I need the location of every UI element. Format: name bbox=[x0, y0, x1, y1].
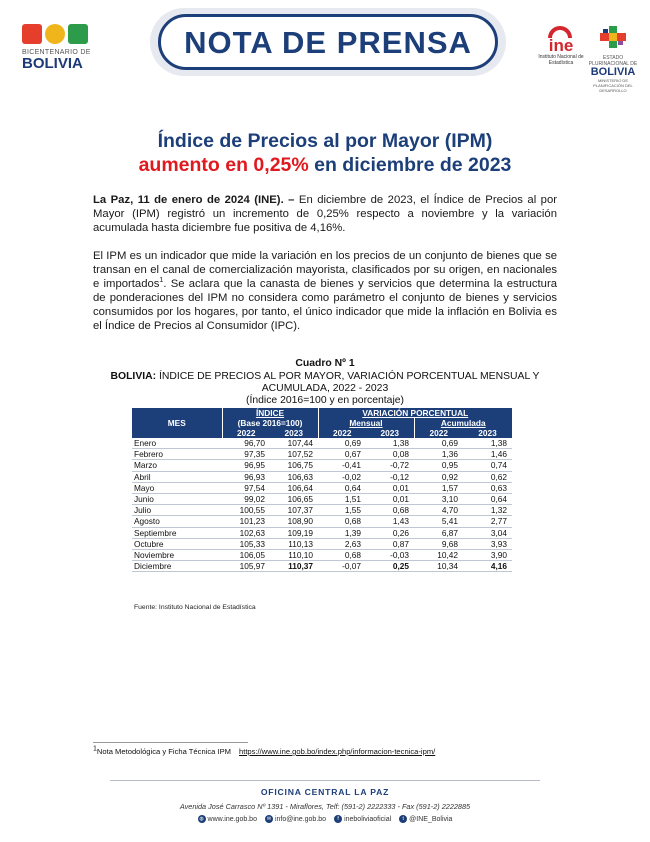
month-cell: Agosto bbox=[132, 516, 222, 527]
value-cell: 0,67 bbox=[318, 449, 366, 460]
header-indice: ÍNDICE bbox=[222, 408, 318, 418]
twitter-icon: t bbox=[399, 815, 407, 823]
table-row bbox=[132, 482, 512, 493]
value-cell: 97,35 bbox=[222, 449, 270, 460]
value-cell: 97,54 bbox=[222, 482, 270, 493]
value-cell: 110,13 bbox=[270, 538, 318, 549]
month-cell: Abril bbox=[132, 471, 222, 482]
social-item[interactable] bbox=[334, 816, 391, 823]
month-cell: Enero bbox=[132, 438, 222, 449]
value-cell: 102,63 bbox=[222, 527, 270, 538]
month-cell: Octubre bbox=[132, 538, 222, 549]
header-mensual: Mensual bbox=[318, 418, 414, 428]
value-cell: 0,74 bbox=[463, 460, 512, 471]
value-cell: 106,65 bbox=[270, 493, 318, 504]
value-cell: 0,95 bbox=[414, 460, 463, 471]
table-row bbox=[132, 561, 512, 572]
footnote-divider bbox=[93, 742, 248, 743]
value-cell: 106,75 bbox=[270, 460, 318, 471]
table-title bbox=[90, 371, 560, 395]
value-cell: 107,37 bbox=[270, 505, 318, 516]
value-cell: 96,70 bbox=[222, 438, 270, 449]
value-cell: 105,97 bbox=[222, 561, 270, 572]
value-cell: 3,10 bbox=[414, 493, 463, 504]
value-cell: 2,63 bbox=[318, 538, 366, 549]
table-row bbox=[132, 505, 512, 516]
header-year: 2022 bbox=[222, 428, 270, 438]
banner-title: NOTA DE PRENSA bbox=[184, 25, 472, 60]
value-cell: 0,01 bbox=[366, 493, 414, 504]
value-cell: 0,01 bbox=[366, 482, 414, 493]
bic-circle-yellow bbox=[45, 24, 65, 44]
value-cell: 0,92 bbox=[414, 471, 463, 482]
paragraph-2-text-b: . Se aclara que la canasta de bienes y servicios que determina la estructura de ponderaciones del IPM no considera como parámetro el conjunto de bienes y servicios consumidos por los hogares, por tanto, el único indicador que mide la inflación en Bolivia es el Índice de Precios al Consumidor (IPC). bbox=[93, 278, 557, 332]
social-item[interactable] bbox=[399, 816, 452, 823]
value-cell: 1,55 bbox=[318, 505, 366, 516]
header-acumulada: Acumulada bbox=[414, 418, 512, 428]
table-row bbox=[132, 493, 512, 504]
header-year: 2022 bbox=[414, 428, 463, 438]
table-row bbox=[132, 471, 512, 482]
value-cell: 107,44 bbox=[270, 438, 318, 449]
month-cell: Julio bbox=[132, 505, 222, 516]
value-cell: 108,90 bbox=[270, 516, 318, 527]
bicentenario-name: BOLIVIA bbox=[22, 55, 83, 72]
social-text: www.ine.gob.bo bbox=[207, 815, 257, 823]
value-cell: 107,52 bbox=[270, 449, 318, 460]
value-cell: 96,95 bbox=[222, 460, 270, 471]
value-cell: 99,02 bbox=[222, 493, 270, 504]
estado-ministry: MINISTERIO DE PLANIFICACIÓN DEL DESARROLLO bbox=[593, 78, 633, 93]
table-row bbox=[132, 516, 512, 527]
month-cell: Mayo bbox=[132, 482, 222, 493]
estado-subtitle: ESTADO PLURINACIONAL DE bbox=[588, 55, 638, 67]
table-number: Cuadro Nº 1 bbox=[295, 358, 355, 369]
value-cell: 110,37 bbox=[270, 561, 318, 572]
value-cell: 0,68 bbox=[318, 516, 366, 527]
bicentenario-logo bbox=[22, 24, 114, 78]
headline-rest: en diciembre de 2023 bbox=[308, 154, 512, 176]
ipm-table bbox=[132, 408, 512, 572]
value-cell: 2,77 bbox=[463, 516, 512, 527]
footer-social bbox=[0, 815, 650, 823]
value-cell: 1,32 bbox=[463, 505, 512, 516]
value-cell: 0,64 bbox=[318, 482, 366, 493]
header-year: 2023 bbox=[366, 428, 414, 438]
headline-line1: Índice de Precios al por Mayor (IPM) bbox=[157, 130, 493, 152]
month-cell: Noviembre bbox=[132, 549, 222, 560]
paragraph-2-text-a: El IPM es un indicador que mide la variación en los precios de un conjunto de bienes que se transan en el canal de comercialización mayorista, clasificados por su origen, en nacionales e importados bbox=[93, 250, 557, 290]
table-title-text: ÍNDICE DE PRECIOS AL POR MAYOR, VARIACIÓN PORCENTUAL MENSUAL Y ACUMULADA, 2022 - 2023 bbox=[156, 371, 540, 394]
social-item[interactable] bbox=[265, 816, 326, 823]
value-cell: 6,87 bbox=[414, 527, 463, 538]
value-cell: 5,41 bbox=[414, 516, 463, 527]
value-cell: 0,26 bbox=[366, 527, 414, 538]
value-cell: 9,68 bbox=[414, 538, 463, 549]
table-row bbox=[132, 527, 512, 538]
footer-office: OFICINA CENTRAL LA PAZ bbox=[260, 787, 390, 797]
bic-square-red bbox=[22, 24, 42, 44]
value-cell: 1,51 bbox=[318, 493, 366, 504]
bicentenario-icons bbox=[22, 24, 114, 44]
table-row bbox=[132, 449, 512, 460]
value-cell: 1,36 bbox=[414, 449, 463, 460]
footnote-text: Nota Metodológica y Ficha Técnica IPM bbox=[96, 747, 231, 756]
value-cell: 0,63 bbox=[463, 482, 512, 493]
header-variacion: VARIACIÓN PORCENTUAL bbox=[318, 408, 512, 418]
value-cell: 3,93 bbox=[463, 538, 512, 549]
table-body bbox=[132, 438, 512, 572]
month-cell: Marzo bbox=[132, 460, 222, 471]
value-cell: 1,57 bbox=[414, 482, 463, 493]
value-cell: 0,87 bbox=[366, 538, 414, 549]
value-cell: 1,46 bbox=[463, 449, 512, 460]
paragraph-1 bbox=[93, 193, 557, 235]
value-cell: -0,07 bbox=[318, 561, 366, 572]
paragraph-1-text: En diciembre de 2023, el Índice de Precios al por Mayor (IPM) registró un incremento de 0,25% respecto a noviembre y la variación acumulada hasta diciembre fue positiva de 4,16%. bbox=[93, 194, 557, 234]
table-row bbox=[132, 438, 512, 449]
value-cell: -0,41 bbox=[318, 460, 366, 471]
value-cell: 0,69 bbox=[414, 438, 463, 449]
estado-name: BOLIVIA bbox=[590, 66, 636, 78]
footnote-number: 1 bbox=[93, 745, 97, 753]
social-text: info@ine.gob.bo bbox=[274, 815, 327, 823]
value-cell: 0,64 bbox=[463, 493, 512, 504]
value-cell: 3,04 bbox=[463, 527, 512, 538]
table-row bbox=[132, 460, 512, 471]
paragraph-2 bbox=[93, 249, 557, 333]
value-cell: -0,12 bbox=[366, 471, 414, 482]
header-year: 2023 bbox=[270, 428, 318, 438]
value-cell: 1,39 bbox=[318, 527, 366, 538]
value-cell: 0,62 bbox=[463, 471, 512, 482]
header-mes: MES bbox=[132, 408, 222, 438]
value-cell: 0,68 bbox=[318, 549, 366, 560]
footer-divider bbox=[110, 780, 540, 781]
footnote bbox=[93, 747, 435, 756]
value-cell: 106,05 bbox=[222, 549, 270, 560]
month-cell: Diciembre bbox=[132, 561, 222, 572]
value-cell: 110,10 bbox=[270, 549, 318, 560]
header-year: 2023 bbox=[463, 428, 512, 438]
globe-icon: ◍ bbox=[199, 816, 204, 822]
table-title-country: BOLIVIA: bbox=[110, 371, 157, 382]
headline-line2 bbox=[0, 154, 650, 177]
header-year: 2022 bbox=[318, 428, 366, 438]
value-cell: 3,90 bbox=[463, 549, 512, 560]
value-cell: 96,93 bbox=[222, 471, 270, 482]
header-base: (Base 2016=100) bbox=[222, 418, 318, 428]
table-row bbox=[132, 538, 512, 549]
ine-logo-subtitle: Instituto Nacional de Estadística bbox=[538, 54, 584, 66]
footnote-ref: 1 bbox=[159, 277, 164, 285]
value-cell: 106,63 bbox=[270, 471, 318, 482]
value-cell: 0,69 bbox=[318, 438, 366, 449]
value-cell: 101,23 bbox=[222, 516, 270, 527]
value-cell: -0,02 bbox=[318, 471, 366, 482]
table-subtitle: (Índice 2016=100 y en porcentaje) bbox=[246, 395, 404, 406]
value-cell: -0,03 bbox=[366, 549, 414, 560]
mail-icon: ✉ bbox=[266, 816, 272, 822]
bic-square-green bbox=[68, 24, 88, 44]
social-text: @INE_Bolivia bbox=[409, 815, 453, 823]
month-cell: Septiembre bbox=[132, 527, 222, 538]
value-cell: 10,34 bbox=[414, 561, 463, 572]
value-cell: 4,16 bbox=[463, 561, 512, 572]
table-source: Fuente: Instituto Nacional de Estadística bbox=[134, 604, 256, 611]
ine-logo bbox=[538, 26, 584, 80]
footer-address: Avenida José Carrasco Nº 1391 - Miraflores, Telf: (591-2) 2222333 - Fax (591-2) 2222885 bbox=[179, 802, 471, 811]
month-cell: Febrero bbox=[132, 449, 222, 460]
ine-logo-text: ine bbox=[548, 36, 574, 55]
month-cell: Junio bbox=[132, 493, 222, 504]
footnote-link[interactable]: https://www.ine.gob.bo/index.php/informacion-tecnica-ipm/ bbox=[238, 747, 436, 756]
table-row bbox=[132, 549, 512, 560]
value-cell: 109,19 bbox=[270, 527, 318, 538]
value-cell: 106,64 bbox=[270, 482, 318, 493]
value-cell: 100,55 bbox=[222, 505, 270, 516]
estado-plurinacional-logo bbox=[586, 26, 640, 93]
value-cell: 4,70 bbox=[414, 505, 463, 516]
value-cell: 1,38 bbox=[463, 438, 512, 449]
dateline: La Paz, 11 de enero de 2024 (INE). – bbox=[93, 194, 295, 206]
header bbox=[0, 0, 650, 93]
press-release-banner bbox=[158, 14, 498, 70]
facebook-icon: f bbox=[334, 815, 342, 823]
social-text: ineboliviaoficial bbox=[344, 815, 392, 823]
headline-highlight: aumento en 0,25% bbox=[138, 154, 309, 176]
value-cell: 1,38 bbox=[366, 438, 414, 449]
value-cell: 0,68 bbox=[366, 505, 414, 516]
value-cell: 105,33 bbox=[222, 538, 270, 549]
value-cell: 1,43 bbox=[366, 516, 414, 527]
value-cell: 0,25 bbox=[366, 561, 414, 572]
value-cell: 10,42 bbox=[414, 549, 463, 560]
chakana-icon bbox=[600, 26, 626, 48]
bicentenario-subtitle: BICENTENARIO DE bbox=[22, 49, 91, 56]
value-cell: -0,72 bbox=[366, 460, 414, 471]
social-item[interactable] bbox=[198, 816, 257, 823]
value-cell: 0,08 bbox=[366, 449, 414, 460]
